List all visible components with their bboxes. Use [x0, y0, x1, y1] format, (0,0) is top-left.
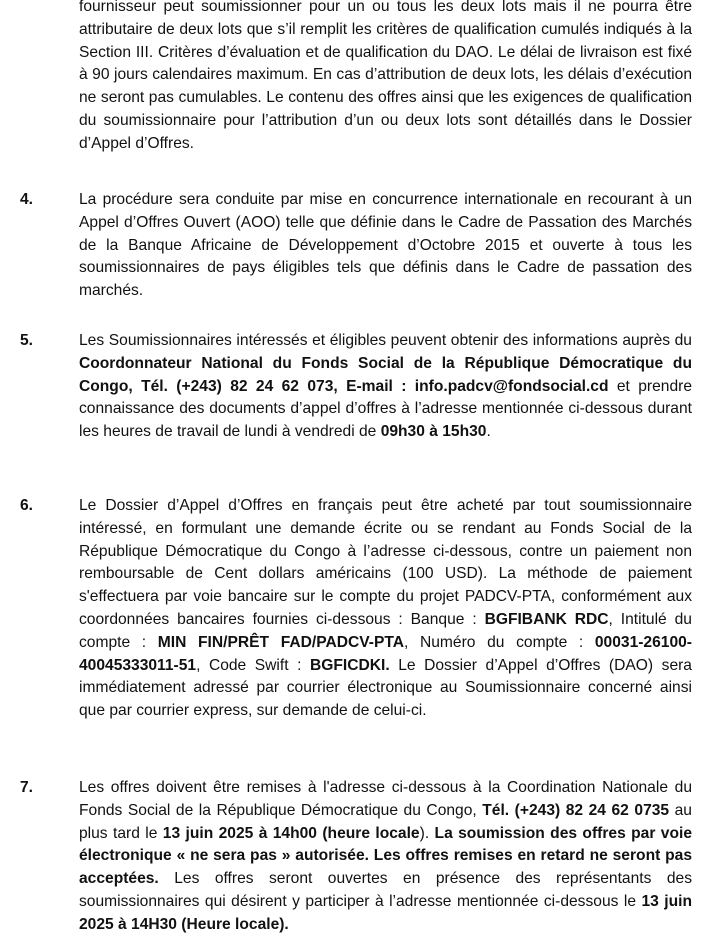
account-title: MIN FIN/PRÊT FAD/PADCV-PTA [157, 633, 405, 651]
contact-info: Coordonnateur National du Fonds Social de la République Démocratique du Congo, Tél. (+243) 82 24 62 073, E-mail : info.padcv@fondsocial.cd [79, 354, 692, 395]
paragraph-number: 6. [20, 497, 34, 514]
paragraph-number: 7. [20, 779, 34, 796]
text-segment: , Numéro du compte : [404, 633, 595, 651]
opening-date: 13 juin 2025 à 14H30 (Heure locale). [79, 892, 692, 933]
paragraph-text: La procédure sera conduite par mise en concurrence internationale en recourant à un Appel d’Offres Ouvert (AOO) telle que définie dans le Cadre de Passation des Marchés de la Banque Africaine de Développement d’Octobre 2015 et ouverte à tous les soumissionnaires de pays éligibles tels que définis dans le Cadre de passation des marchés. [79, 191, 692, 300]
deadline-date: 13 juin 2025 à 14h00 (heure locale [162, 824, 420, 842]
text-segment: Les Soumissionnaires intéressés et éligibles peuvent obtenir des informations auprès du [79, 332, 692, 349]
text-segment: , Intitulé du compte : [79, 610, 692, 651]
text-segment: Le Dossier d’Appel d’Offres (DAO) sera immédiatement adressé par courrier électronique au Soumissionnaire concerné ainsi que par courrier express, sur demande de celui-ci. [79, 656, 692, 720]
submission-rules: La soumission des offres par voie électronique « ne sera pas » autorisée. Les offres remises en retard ne seront pas acceptées. [79, 824, 692, 888]
paragraph-text: fournisseur peut soumissionner pour un ou tous les deux lots mais il ne pourra être attributaire de deux lots que s’il remplit les critères de qualification cumulés indiqués à la Section III. Critères d’évaluation et de qualification du DAO. Le délai de livraison est fixé à 90 jours calendaires maximum. En cas d’attribution de deux lots, les délais d’exécution ne seront pas cumulables. Le contenu des offres ainsi que les exigences de qualification du soumissionnaire pour l’attribution d’un ou deux lots sont détaillés dans le Dossier d’Appel d’Offres. [79, 0, 692, 152]
account-number: 00031-26100-40045333011-51 [79, 633, 692, 674]
text-segment: au plus tard le [79, 801, 692, 842]
paragraph-text [79, 495, 692, 723]
paragraph-text [79, 777, 692, 937]
paragraph-number: 5. [20, 332, 34, 349]
text-segment: , Code Swift : [196, 656, 310, 674]
text-segment: Les offres seront ouvertes en présence des représentants des soumissionnaires qui désirent y participer à l’adresse mentionnée ci-dessous le [79, 870, 692, 910]
bank-name: BGFIBANK RDC [484, 610, 609, 628]
office-hours: 09h30 à 15h30 [380, 423, 487, 441]
text-segment: Le Dossier d’Appel d’Offres en français peut être acheté par tout soumissionnaire intéressé, en formulant une demande écrite ou se rendant au Fonds Social de la République Démocratique du Congo à l’adresse ci-dessous, contre un paiement non remboursable de Cent dollars américains (100 USD). La méthode de paiement s'effectuera par voie bancaire sur le compte du projet PADCV-PTA, conformément aux coordonnées bancaires fournies ci-dessous : Banque : [79, 497, 692, 628]
paragraph-text [79, 330, 692, 444]
text-segment: Les offres doivent être remises à l'adresse ci-dessous à la Coordination Nationale du Fonds Social de la République Démocratique du Congo, [79, 779, 692, 819]
phone-number: Tél. (+243) 82 24 62 0735 [482, 801, 670, 819]
text-segment: ). [419, 824, 435, 842]
paragraph-number: 4. [20, 191, 34, 208]
swift-code: BGFICDKI. [309, 656, 390, 674]
text-segment: et prendre connaissance des documents d’appel d’offres à l’adresse mentionnée ci-dessous durant les heures de travail de lundi à vendredi de [79, 377, 693, 441]
text-segment: . [486, 423, 491, 441]
